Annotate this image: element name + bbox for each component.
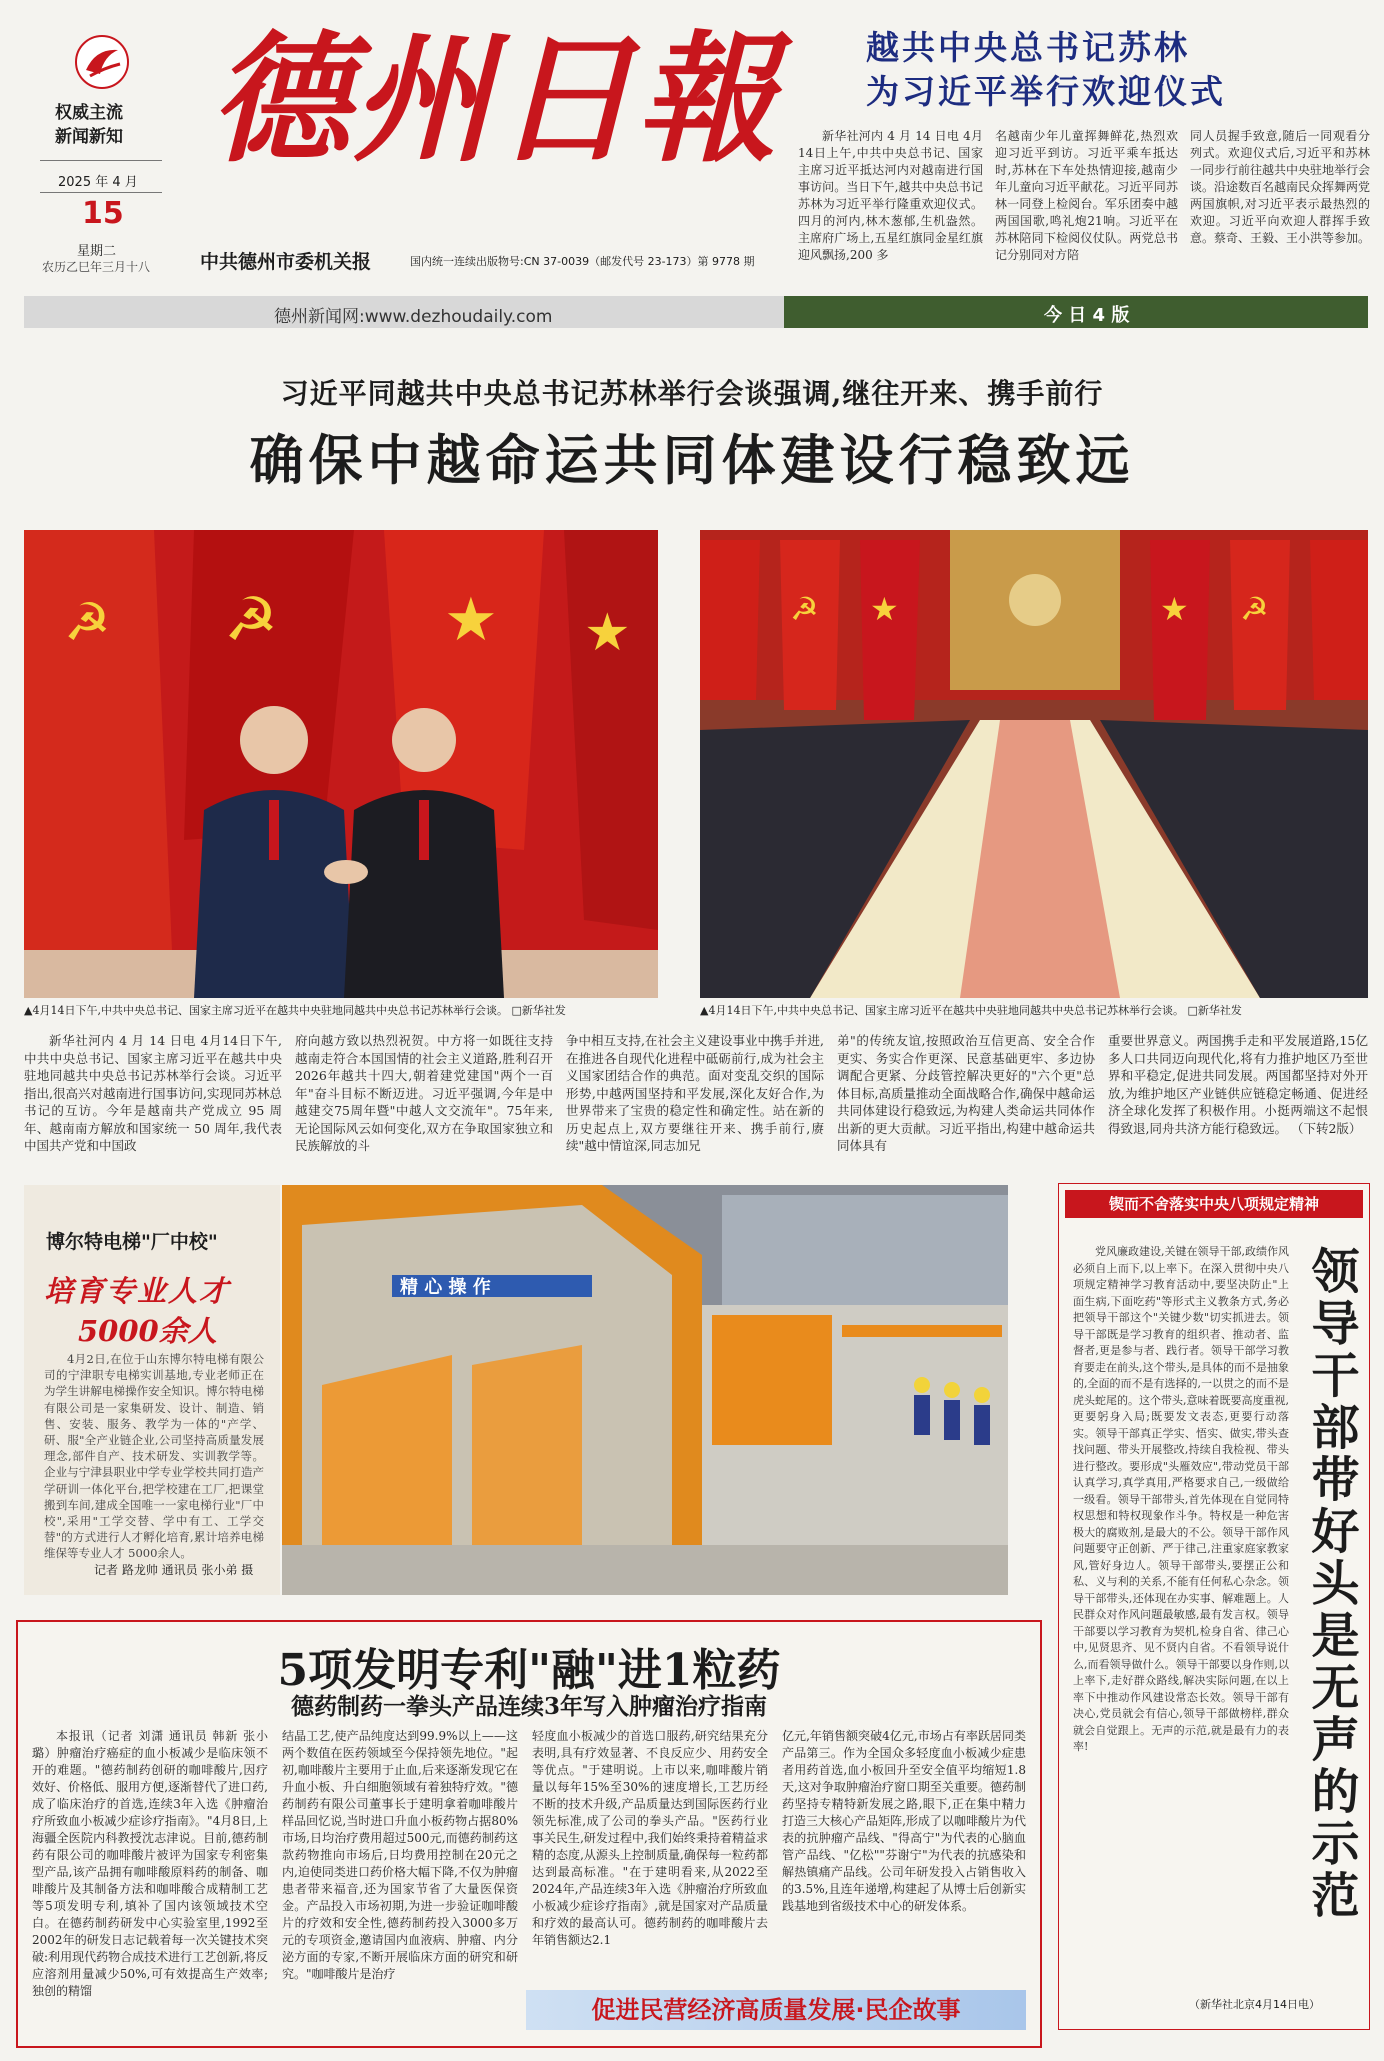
date-rule-mid	[40, 192, 162, 193]
meeting-illustration	[700, 530, 1368, 998]
elevator-headline-1: 培育专业人才	[44, 1274, 231, 1308]
sidebar-body: 党风廉政建设,关键在领导干部,政绩作风必须自上而下,以上率下。在深入贯彻中央八项规定精神学习教育活动中,要坚决防止"上面生病,下面吃药"等形式主义教条方式,务必把领导干部这个"关键少数"切实抓进去。领导干部既是学习教育的组织者、推动者、监督者,更是参与者、践行者。领导干部学习教育要走在前头,这个带头,是具体的而不是抽象的,全面的而不是有选择的,一以贯之的而不是虎头蛇尾的。这个带头,意味着既要高度重视,更要躬身入局;既要发文表态,更要行动落实。领导干部真正学实、悟实、做实,带头查找问题、带头开展整改,持续自我检视、带头进行整改。要形成"头雁效应",带动党员干部认真学习,真学真用,严格要求自己,一级做给一级看。领导干部带头,首先体现在自觉同特权思想和特权现象作斗争。特权是一种危害极大的腐败剂,是最大的不公。领导干部作风问题要守正创新、严于律己,注重家庭家教家风,管好身边人。领导干部带头,要摆正公和私、义与利的关系,不能有任何私心杂念。领导干部带头,还体现在办实事、解难题上。人民群众对作风问题最敏感,最有发言权。领导干部要以学习教育为契机,检身自省、律己心中,见贤思齐、见不贤内自省。不看领导说什么,而看领导做什么。领导干部要以身作则,以上率下,走好群众路线,解决实际问题,在以上率下中推动作风建设常态长效。领导干部有决心,党员就会有信心,领导干部做榜样,群众就会自觉跟上。无声的示范,就是最有力的表率!	[1073, 1245, 1289, 1753]
elevator-photo	[282, 1185, 1008, 1595]
sidebar-vertical-title: 领导干部带好头是无声的示范	[1303, 1246, 1359, 1922]
svg-text:☭: ☭	[224, 585, 278, 655]
lunar-date: 农历乙巳年三月十八	[42, 260, 151, 274]
elevator-kicker: 博尔特电梯"厂中校"	[46, 1231, 218, 1253]
factory-sign-text: 精 心 操 作	[400, 1277, 491, 1298]
svg-text:☭: ☭	[790, 590, 819, 628]
svg-text:★: ★	[444, 585, 498, 655]
date-day: 15	[82, 196, 124, 231]
pharma-box	[16, 1620, 1042, 2048]
website-bar	[24, 296, 1368, 328]
lead-col-4: 弟"的传统友谊,按照政治互信更高、安全合作更实、务实合作更深、民意基础更牢、多边协调配合更紧、分歧管控解决更好的"六个更"总体目标,高质量推动全面战略合作,确保中越命运共同体建设行稳致远,为构建人类命运共同体作出新的更大贡献。习近平指出,构建中越命运共同体具有	[837, 1033, 1095, 1153]
weekday: 星期二	[77, 244, 117, 259]
svg-text:☭: ☭	[64, 593, 111, 653]
svg-text:★: ★	[584, 603, 631, 663]
svg-text:★: ★	[870, 590, 899, 628]
lead-photo1-caption: ▲4月14日下午,中共中央总书记、国家主席习近平在越共中央驻地同越共中央总书记苏林举行会谈。 □新华社发	[24, 1004, 566, 1017]
elevator-textbox	[24, 1185, 280, 1595]
lead-photo-handshake	[24, 530, 658, 998]
lead-col-1: 新华社河内 4 月 14 日电 4月14日下午,中共中央总书记、国家主席习近平在越共中央驻地同越共中央总书记苏林举行会谈。习近平指出,很高兴对越南进行国事访问,实现同苏林总书记的互访。今年是越南共产党成立 95 周年、越南南方解放和国家统一 50 周年,我代表中国共产党和中国政	[24, 1033, 282, 1153]
lead-col-3: 争中相互支持,在社会主义建设事业中携手并进,在推进各自现代化进程中砥砺前行,成为社会主义国家团结合作的典范。面对变乱交织的国际形势,中越两国坚持和平发展,深化友好合作,为世界带来了宝贵的稳定性和确定性。站在新的历史起点上,双方要继往开来、携手前行,赓续"越中情谊深,同志加兄	[566, 1033, 824, 1153]
date-year-month: 2025 年 4 月	[58, 175, 138, 190]
elevator-credit: 记者 路龙帅 通讯员 张小弟 摄	[94, 1563, 254, 1577]
pharma-bottom-banner: 促进民营经济高质量发展·民企故事	[526, 1990, 1026, 2030]
elevator-body: 4月2日,在位于山东博尔特电梯有限公司的宁津职专电梯实训基地,专业老师正在为学生讲解电梯操作安全知识。博尔特电梯有限公司是一家集研发、设计、制造、销售、安装、服务、教学为一体的"产学、研、服"全产业链企业,公司坚持高质量发展理念,部件自产、技术研发、实训教学等。企业与宁津县职业中学专业学校共同打造产学研训一体化平台,把学校建在工厂,把课堂搬到车间,建成全国唯一一家电梯行业"厂中校",采用"工学交替、学中有工、工学交替"的方式进行人才孵化培育,累计培养电梯维保等专业人才 5000余人。	[44, 1352, 264, 1561]
lead-kicker: 习近平同越共中央总书记苏林举行会谈强调,继往开来、携手前行	[280, 377, 1104, 410]
date-rule-top	[40, 160, 162, 161]
handshake-illustration	[24, 530, 658, 998]
pharma-col-2: 结晶工艺,使产品纯度达到99.9%以上——这两个数值在医药领域至今保持领先地位。"起初,咖啡酸片主要用于止血,后来逐渐发现它在升血小板、升白细胞领域有着独特疗效。"德药制药有限公司董事长于建明拿着咖啡酸片样品回忆说,当时进口升血小板药物占据80%市场,日均治疗费用超过500元,而德药制药这款药物推向市场后,日均费用控制在20元之内,迫使同类进口药价格大幅下降,不仅为肿瘤患者带来福音,还为国家节省了大量医保资金。产品投入市场初期,为进一步验证咖啡酸片的疗效和安全性,德药制药投入3000多万元的专项资金,邀请国内血液病、肿瘤、内分泌方面的专家,不断开展临床方面的研究和研究。"咖啡酸片是治疗	[282, 1729, 518, 1981]
elevator-headline-2: 5000余人	[78, 1314, 217, 1348]
pharma-col-1: 本报讯（记者 刘潇 通讯员 韩新 张小璐）肿瘤治疗癌症的血小板减少是临床领不开的难题。"德药制药创研的咖啡酸片,因疗效好、价格低、服用方便,逐渐替代了进口药,成了临床治疗的首选,连续3年入选《肿瘤治疗所致血小板减少症诊疗指南》。"4月8日,上海疆全医院内科教授沈志津说。目前,德药制药有限公司的咖啡酸片被评为国家专利密集型产品,该产品拥有咖啡酸原料药的制备、咖啡酸片及其制备方法和咖啡酸合成精制工艺等5项发明专利,填补了国内该领域技术空白。在德药制药研发中心实验室里,1992至2002年的研发日志记载着每一次关键技术突破:利用现代药物合成技术进行工艺创新,将反应溶剂用量减少50%,可有效提高生产效率;独创的精馏	[32, 1729, 268, 1998]
svg-text:☭: ☭	[1240, 590, 1269, 628]
top-story-title-2: 为习近平举行欢迎仪式	[866, 72, 1226, 111]
lead-col-5: 重要世界意义。两国携手走和平发展道路,15亿多人口共同迈向现代化,将有力推护地区乃至世界和平稳定,促进共同发展。两国都坚持对外开放,为维护地区产业链供应链稳定畅通、促进经济全球化发挥了积极作用。小挺两端这不起恨得致退,同舟共济方能行稳致远。 （下转2版）	[1108, 1033, 1368, 1136]
pharma-subhead: 德药制药一拳头产品连续3年写入肿瘤治疗指南	[290, 1693, 767, 1720]
factory-illustration	[282, 1185, 1008, 1595]
top-story-title-1: 越共中央总书记苏林	[866, 28, 1190, 67]
lead-photo-meeting	[700, 530, 1368, 998]
sidebar-credit: （新华社北京4月14日电）	[1189, 1998, 1320, 2011]
top-story-col-2: 名越南少年儿童挥舞鲜花,热烈欢迎习近平到访。习近平乘车抵达时,苏林在下车处热情迎接,越南少年儿童向习近平献花。习近平同苏林一同登上检阅台。军乐团奏中越两国国歌,鸣礼炮21响。习近平在苏林陪同下检阅仪仗队。两党总书记分别同对方陪	[995, 129, 1178, 262]
slogan-line-2: 新闻新知	[55, 127, 123, 147]
svg-text:★: ★	[1160, 590, 1189, 628]
top-story-col-1: 新华社河内 4 月 14 日电 4月14日上午,中共中央总书记、国家主席习近平抵达河内对越南进行国事访问。当日下午,越共中央总书记苏林为习近平举行隆重欢迎仪式。四月的河内,林木葱郁,生机盎然。主席府广场上,五星红旗同金星红旗迎风飘扬,200 多	[798, 129, 983, 262]
slogan-line-1: 权威主流	[55, 103, 123, 123]
sidebar-column	[1058, 1183, 1370, 2030]
publication-numbers: 国内统一连续出版物号:CN 37-0039（邮发代号 23-173）第 9778 期	[410, 255, 755, 268]
top-story-col-3: 同人员握手致意,随后一同观看分列式。欢迎仪式后,习近平和苏林一同步行前往越共中央驻地举行会谈。沿途数百名越南民众挥舞两党两国旗帜,对习近平表示最热烈的欢迎。习近平向欢迎人群挥手致意。蔡奇、王毅、王小洪等参加。	[1190, 129, 1371, 245]
pharma-col-4: 亿元,年销售额突破4亿元,市场占有率跃居同类产品第三。作为全国众多轻度血小板减少症患者用药首选,血小板回升至安全值平均缩短1.8天,这对争取肿瘤治疗窗口期至关重要。德药制药坚持专精特新发展之路,眼下,正在集中精力打造三大核心产品矩阵,形成了以咖啡酸片为代表的抗肿瘤产品线、"得高宁"为代表的心脑血管产品线、"亿松""芬谢宁"为代表的抗感染和解热镇痛产品线。公司年研发投入占销售收入的3.5%,且连年递增,构建起了从博士后创新实践基地到省级技术中心的研发体系。	[782, 1729, 1026, 1913]
pharma-col-3: 轻度血小板减少的首选口服药,研究结果充分表明,具有疗效显著、不良反应少、用药安全等优点。"于建明说。上市以来,咖啡酸片销量以每年15%至30%的速度增长,工艺历经不断的技术升级,产品质量达到国际医药行业领先标准,成了公司的拳头产品。"医药行业事关民生,研发过程中,我们始终秉持着精益求精的态度,从源头上控制质量,确保每一粒药都达到最高标准。"在于建明看来,从2022至2024年,产品连续3年入选《肿瘤治疗所致血小板减少症诊疗指南》,就是国家对产品质量和疗效的最高认可。德药制药的咖啡酸片去年销售额达2.1	[532, 1729, 768, 1947]
lead-col-2: 府向越方致以热烈祝贺。中方将一如既往支持越南走符合本国国情的社会主义道路,胜利召开2026年越共十四大,朝着建党建国"两个一百年"奋斗目标不断迈进。习近平强调,今年是中越建交75周年暨"中越人文交流年"。75年来,无论国际风云如何变化,双方在争取国家独立和民族解放的斗	[295, 1033, 553, 1153]
lead-photo2-caption: ▲4月14日下午,中共中央总书记、国家主席习近平在越共中央驻地同越共中央总书记苏林举行会谈。 □新华社发	[700, 1004, 1242, 1017]
masthead	[0, 0, 1384, 290]
website-link[interactable]: 德州新闻网:www.dezhoudaily.com	[274, 307, 553, 327]
pharma-headline: 5项发明专利"融"进1粒药	[277, 1645, 781, 1696]
today-pages: 今 日 4 版	[1044, 305, 1130, 326]
lead-headline: 确保中越命运共同体建设行稳致远	[249, 429, 1135, 492]
paper-name: 德州日報	[210, 18, 779, 182]
paper-logo-icon	[74, 34, 130, 90]
organ-line: 中共德州市委机关报	[200, 251, 372, 273]
sidebar-banner: 锲而不舍落实中央八项规定精神	[1065, 1190, 1363, 1218]
